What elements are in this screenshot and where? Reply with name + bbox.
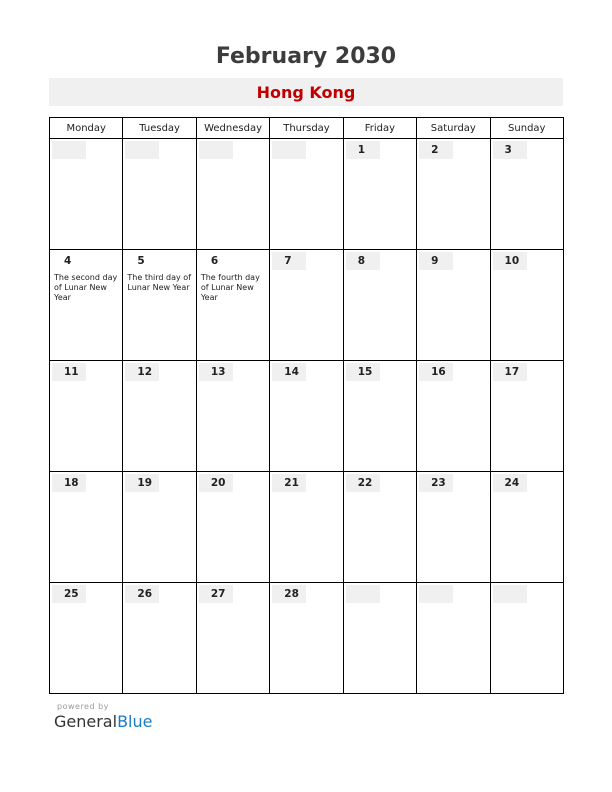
- day-cell: [123, 583, 196, 694]
- day-number: [493, 585, 527, 603]
- day-cell: [417, 583, 490, 694]
- day-cell: [270, 472, 343, 583]
- day-number: 12: [125, 363, 159, 381]
- day-number: 8: [346, 252, 380, 270]
- day-number: 17: [493, 363, 527, 381]
- weekday-sunday: Sunday: [490, 118, 563, 139]
- generalblue-logo: [54, 712, 152, 731]
- day-number: 13: [199, 363, 233, 381]
- day-cell: [123, 361, 196, 472]
- day-number: 27: [199, 585, 233, 603]
- week-row: [50, 472, 564, 583]
- day-cell: [490, 250, 563, 361]
- brand-blue: Blue: [117, 712, 153, 731]
- day-number: 19: [125, 474, 159, 492]
- day-number: 26: [125, 585, 159, 603]
- day-cell: [343, 139, 416, 250]
- day-number: [125, 141, 159, 159]
- day-number: 22: [346, 474, 380, 492]
- day-cell: [196, 472, 269, 583]
- day-cell: [417, 139, 490, 250]
- day-number: 5: [137, 255, 145, 267]
- powered-by-text: powered by: [57, 702, 109, 711]
- day-cell: [123, 250, 196, 361]
- day-number: 15: [346, 363, 380, 381]
- weekday-tuesday: Tuesday: [123, 118, 196, 139]
- day-cell: [196, 583, 269, 694]
- day-cell: [343, 250, 416, 361]
- week-row: [50, 583, 564, 694]
- day-cell: [196, 250, 269, 361]
- day-cell: [270, 361, 343, 472]
- day-cell: [123, 139, 196, 250]
- day-number: 7: [272, 252, 306, 270]
- day-number: [346, 585, 380, 603]
- day-number: 16: [419, 363, 453, 381]
- day-cell: [50, 139, 123, 250]
- day-number: 2: [419, 141, 453, 159]
- weekday-friday: Friday: [343, 118, 416, 139]
- day-cell: [50, 361, 123, 472]
- day-number: 20: [199, 474, 233, 492]
- weekday-wednesday: Wednesday: [196, 118, 269, 139]
- day-cell: [343, 583, 416, 694]
- day-number: [52, 141, 86, 159]
- holiday-label: The fourth day of Lunar New Year: [200, 273, 260, 302]
- weekday-header-row: [50, 118, 564, 139]
- day-cell: [417, 472, 490, 583]
- day-number: 18: [52, 474, 86, 492]
- day-cell: [490, 139, 563, 250]
- day-number: [272, 141, 306, 159]
- weekday-monday: Monday: [50, 118, 123, 139]
- week-row: [50, 250, 564, 361]
- day-number: 6: [210, 255, 219, 267]
- weekday-saturday: Saturday: [417, 118, 490, 139]
- day-number: 9: [419, 252, 453, 270]
- day-cell: [50, 583, 123, 694]
- day-cell: [417, 361, 490, 472]
- day-cell: [490, 361, 563, 472]
- day-number: 10: [493, 252, 527, 270]
- day-cell: [50, 472, 123, 583]
- day-number: 24: [493, 474, 527, 492]
- week-row: [50, 361, 564, 472]
- day-number: 1: [346, 141, 380, 159]
- day-cell: [417, 250, 490, 361]
- day-cell: [490, 472, 563, 583]
- day-cell: [270, 583, 343, 694]
- day-cell: [343, 361, 416, 472]
- day-number: 23: [419, 474, 453, 492]
- day-number: 3: [493, 141, 527, 159]
- day-number: 25: [52, 585, 86, 603]
- day-number: 11: [52, 363, 86, 381]
- week-row: [50, 139, 564, 250]
- day-cell: [196, 139, 269, 250]
- day-cell: [196, 361, 269, 472]
- day-number: 14: [272, 363, 306, 381]
- day-number: 4: [64, 255, 72, 267]
- day-cell: [270, 139, 343, 250]
- day-cell: [270, 250, 343, 361]
- day-number: 28: [272, 585, 306, 603]
- holiday-label: The third day of Lunar New Year: [127, 273, 192, 292]
- day-number: [199, 141, 233, 159]
- calendar-grid: [49, 117, 564, 697]
- brand-general: General: [54, 712, 118, 731]
- weekday-thursday: Thursday: [270, 118, 343, 139]
- holiday-label: The second day of Lunar New Year: [54, 273, 118, 302]
- day-cell: [123, 472, 196, 583]
- day-number: 21: [272, 474, 306, 492]
- day-number: [419, 585, 453, 603]
- day-cell: [490, 583, 563, 694]
- day-cell: [343, 472, 416, 583]
- day-cell: [50, 250, 123, 361]
- region-label: Hong Kong: [256, 83, 356, 102]
- calendar-title: February 2030: [215, 44, 397, 69]
